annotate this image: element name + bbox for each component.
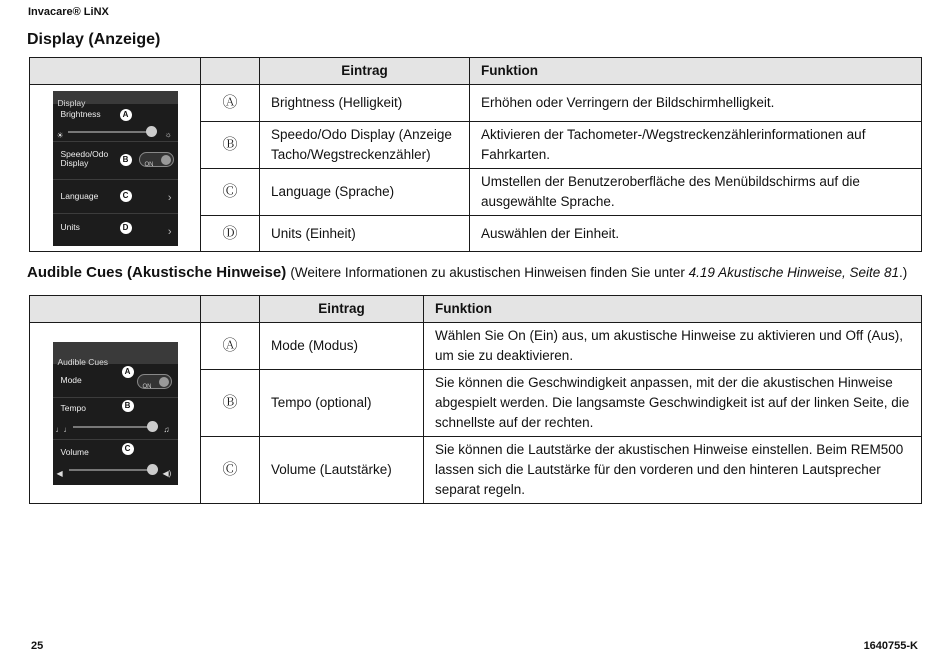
row-function: Sie können die Lautstärke der akustischen Hinweise einstellen. Beim REM500 lassen sich die Lautstärke für den vorderen und den hinteren Lautsprecher separat regeln. [424,437,922,504]
display-table-header [30,58,922,85]
display-section-title: Display (Anzeige) [27,31,161,48]
tempo-slider [73,426,155,428]
row-entry: Language (Sprache) [260,169,470,216]
mode-toggle [137,374,172,389]
chevron-right-icon: › [167,191,172,204]
screen-item-label: Volume [60,446,89,457]
row-entry: Tempo (optional) [260,370,424,437]
row-function: Auswählen der Einheit. [470,216,922,252]
audible-section-title: Audible Cues (Akustische Hinweise) [27,264,287,281]
header-image-cell [30,296,201,323]
audible-section-heading [27,264,907,281]
header-letter-cell [201,296,260,323]
row-letter: Ⓒ [201,437,260,504]
row-entry: Volume (Lautstärke) [260,437,424,504]
row-function: Wählen Sie On (Ein) aus, um akustische Hinweise zu aktivieren und Off (Aus), um sie zu deaktivieren. [424,323,922,370]
badge-a: A [122,366,134,378]
display-screen-cell [30,85,201,252]
row-letter: Ⓐ [201,323,260,370]
screen-row-tempo [53,398,178,440]
row-letter: Ⓑ [201,122,260,169]
screen-row-speedo [53,142,178,180]
display-menu-screenshot [53,91,178,246]
table-row [30,85,922,122]
header-letter-cell [201,58,260,85]
audible-menu-screenshot [53,342,178,485]
speaker-low-icon: ◀ [56,468,63,478]
screen-title: Display [53,91,178,104]
audible-note-suffix: .) [899,265,908,280]
brightness-slider [68,131,154,133]
header-function: Funktion [424,296,922,323]
fast-notes-icon: ♫ [163,424,170,434]
audible-note-prefix: (Weitere Informationen zu akustischen Hinweisen finden Sie unter [290,265,689,280]
row-entry: Mode (Modus) [260,323,424,370]
badge-b: B [120,154,132,166]
sun-large-icon: ☼ [164,129,172,139]
row-function: Sie können die Geschwindigkeit anpassen, mit der die akustischen Hinweise abgespielt werden. Die langsamste Geschwindigkeit ist auf der linken Seite, die schnellste auf der rechten. [424,370,922,437]
badge-c: C [120,190,132,202]
screen-title: Audible Cues [53,342,178,364]
screen-row-language [53,180,178,214]
screen-item-label: Brightness [60,108,101,119]
row-function: Umstellen der Benutzeroberfläche des Menübildschirms auf die ausgewählte Sprache. [470,169,922,216]
row-entry: Brightness (Helligkeit) [260,85,470,122]
brand-header: Invacare® LiNX [28,6,109,18]
badge-d: D [120,222,132,234]
display-table [29,57,922,252]
badge-b: B [122,400,134,412]
screen-row-units [53,214,178,245]
audible-note-reference: 4.19 Akustische Hinweise, Seite 81 [688,265,899,280]
audible-table [29,295,922,504]
row-entry: Speedo/Odo Display (Anzeige Tacho/Wegstreckenzähler) [260,122,470,169]
sun-small-icon: ☀ [56,130,64,140]
badge-a: A [120,109,132,121]
screen-item-label: Tempo [60,402,87,413]
toggle-on-label: ON [144,161,154,168]
header-image-cell [30,58,201,85]
header-entry: Eintrag [260,58,470,85]
screen-item-label: Units [60,221,80,232]
chevron-right-icon: › [167,225,172,238]
screen-row-volume [53,440,178,485]
audible-screen-cell [30,323,201,504]
screen-row-mode [53,364,178,398]
toggle-on-label: ON [142,383,152,390]
speedo-toggle [139,152,174,167]
row-letter: Ⓓ [201,216,260,252]
page-number: 25 [31,640,44,652]
document-id: 1640755-K [863,640,918,652]
row-letter: Ⓑ [201,370,260,437]
badge-c: C [122,443,134,455]
row-function: Aktivieren der Tachometer-/Wegstreckenzählerinformationen auf Fahrkarten. [470,122,922,169]
tempo-slider-knob [147,421,158,432]
row-function: Erhöhen oder Verringern der Bildschirmhelligkeit. [470,85,922,122]
screen-item-label: Language [60,190,99,201]
header-function: Funktion [470,58,922,85]
screen-item-label: Speedo/Odo Display [60,148,109,168]
header-entry: Eintrag [260,296,424,323]
audible-note [290,265,907,280]
toggle-knob [161,155,171,165]
row-entry: Units (Einheit) [260,216,470,252]
volume-slider-knob [147,464,158,475]
speaker-high-icon: ◀) [162,468,172,478]
volume-slider [69,469,155,471]
audible-table-header [30,296,922,323]
screen-item-label: Mode [60,374,82,385]
screen-row-brightness [53,104,178,142]
row-letter: Ⓐ [201,85,260,122]
toggle-knob [159,377,169,387]
table-row [30,323,922,370]
row-letter: Ⓒ [201,169,260,216]
slow-notes-icon: ♩♩ [55,424,72,434]
brightness-slider-knob [146,126,157,137]
